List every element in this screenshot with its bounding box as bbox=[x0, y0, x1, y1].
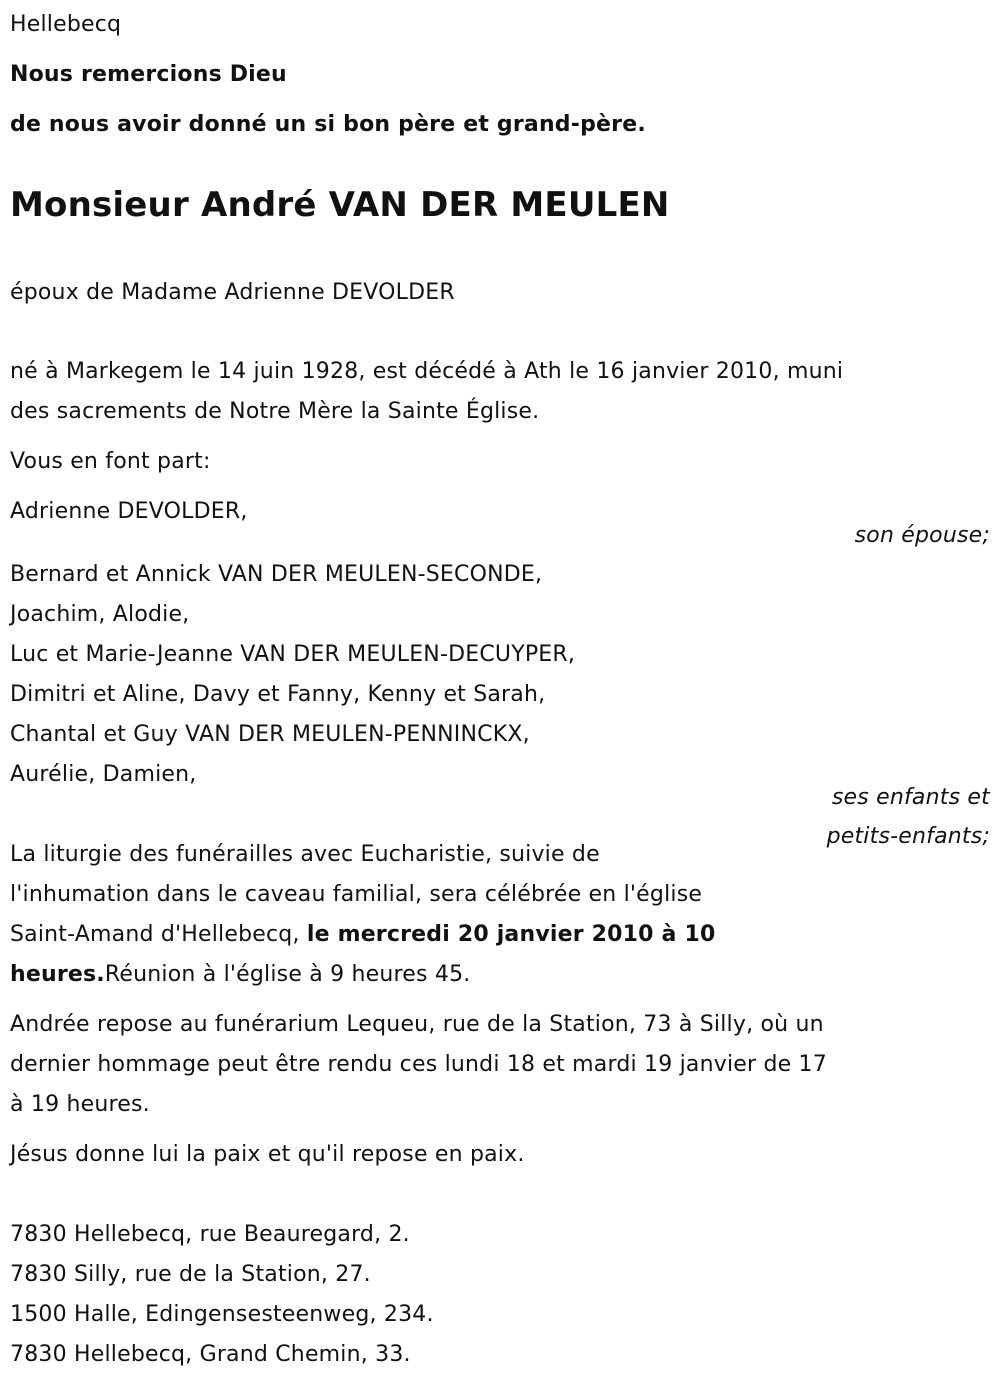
family-member: Aurélie, Damien, bbox=[10, 762, 197, 787]
announce-line: Vous en font part: bbox=[10, 449, 211, 474]
family-member: Dimitri et Aline, Davy et Fanny, Kenny et Sarah, bbox=[10, 682, 546, 707]
address: 7830 Hellebecq, rue Beauregard, 2. bbox=[10, 1222, 410, 1247]
repose-line: Andrée repose au funérarium Lequeu, rue de la Station, 73 à Silly, où un bbox=[10, 1012, 824, 1037]
spouse-role: son épouse; bbox=[854, 523, 990, 548]
funeral-time: heures. bbox=[10, 962, 105, 987]
thanks-line: Nous remercions Dieu bbox=[10, 62, 287, 87]
repose-line: à 19 heures. bbox=[10, 1092, 150, 1117]
birth-death-line: des sacrements de Notre Mère la Sainte Église. bbox=[10, 399, 540, 424]
funeral-date: le mercredi 20 janvier 2010 à 10 bbox=[306, 922, 716, 947]
family-spouse: Adrienne DEVOLDER, bbox=[10, 499, 248, 524]
children-role: ses enfants et bbox=[831, 785, 990, 810]
address: 1500 Halle, Edingensesteenweg, 234. bbox=[10, 1302, 434, 1327]
liturgy-text: Saint-Amand d'Hellebecq, bbox=[10, 922, 307, 947]
birth-death-line: né à Markegem le 14 juin 1928, est décédé à Ath le 16 janvier 2010, muni bbox=[10, 359, 844, 384]
meeting-text: Réunion à l'église à 9 heures 45. bbox=[104, 962, 471, 987]
repose-line: dernier hommage peut être rendu ces lundi 18 et mardi 19 janvier de 17 bbox=[10, 1052, 827, 1077]
children-role: petits-enfants; bbox=[826, 824, 990, 849]
address: 7830 Hellebecq, Grand Chemin, 33. bbox=[10, 1342, 411, 1367]
liturgy-line bbox=[10, 960, 470, 990]
liturgy-line: La liturgie des funérailles avec Eucharistie, suivie de bbox=[10, 842, 600, 867]
closing-line: Jésus donne lui la paix et qu'il repose en paix. bbox=[10, 1142, 525, 1167]
liturgy-line bbox=[10, 920, 715, 950]
address: 7830 Silly, rue de la Station, 27. bbox=[10, 1262, 371, 1287]
thanks-line-2: de nous avoir donné un si bon père et grand-père. bbox=[10, 112, 646, 137]
deceased-name: Monsieur André VAN DER MEULEN bbox=[10, 185, 670, 225]
spouse-line: époux de Madame Adrienne DEVOLDER bbox=[10, 280, 455, 305]
family-member: Luc et Marie-Jeanne VAN DER MEULEN-DECUYPER, bbox=[10, 642, 576, 667]
place-name: Hellebecq bbox=[10, 12, 122, 37]
family-member: Bernard et Annick VAN DER MEULEN-SECONDE, bbox=[10, 562, 543, 587]
family-member: Joachim, Alodie, bbox=[10, 602, 190, 627]
family-member: Chantal et Guy VAN DER MEULEN-PENNINCKX, bbox=[10, 722, 530, 747]
liturgy-line: l'inhumation dans le caveau familial, sera célébrée en l'église bbox=[10, 882, 703, 907]
